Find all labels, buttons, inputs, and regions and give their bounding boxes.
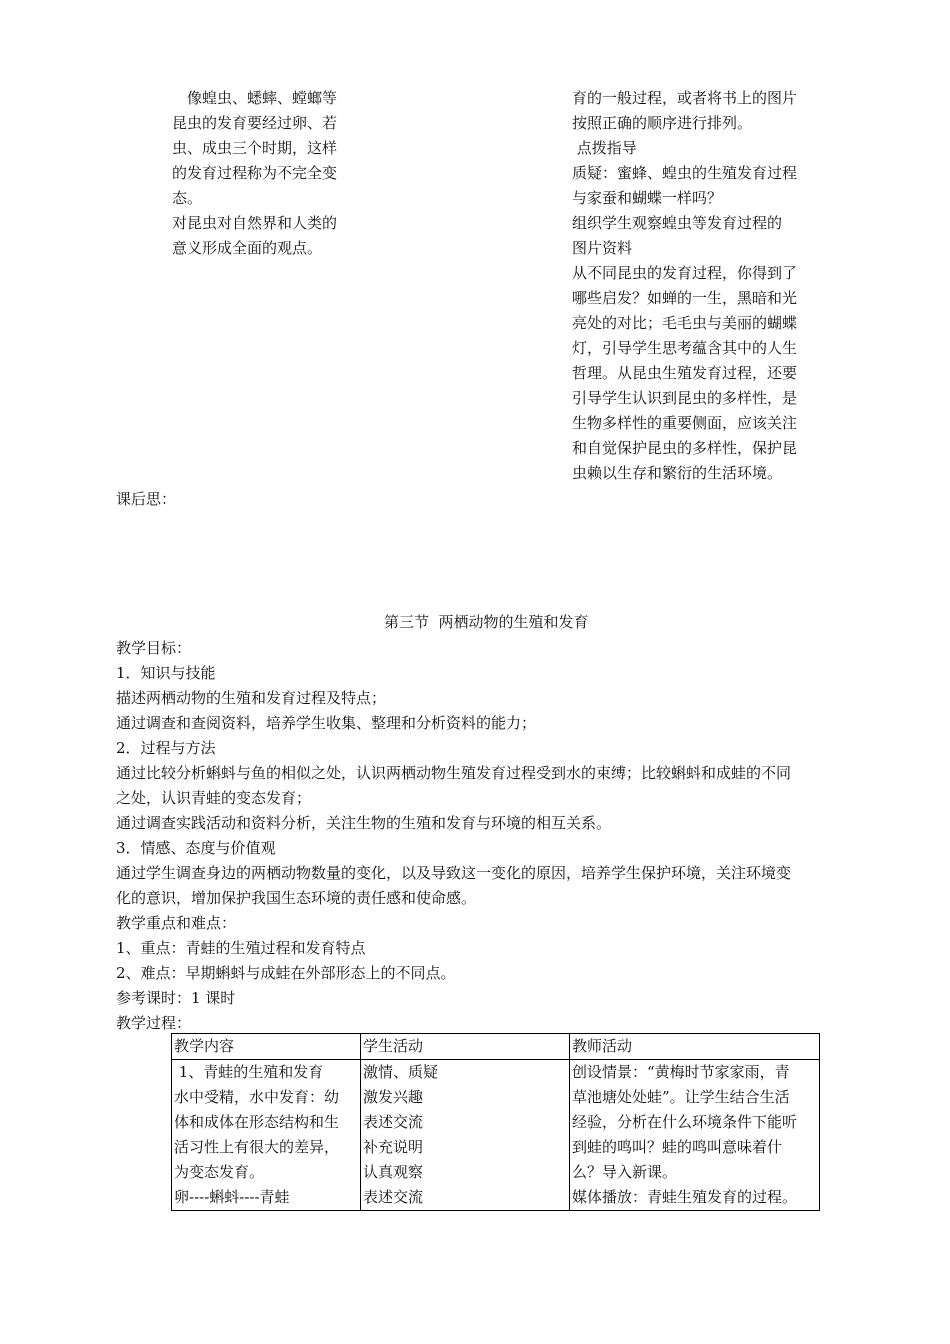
body-line-5: 2．过程与方法: [116, 739, 216, 757]
right-line-5: 与家蚕和蝴蝶一样吗？: [572, 189, 723, 207]
body-line-3: 描述两栖动物的生殖和发育过程及特点；: [116, 689, 387, 707]
body-line-15: 参考课时：1 课时: [116, 989, 236, 1007]
body-line-6: 通过比较分析蝌蚪与鱼的相似之处，认识两栖动物生殖发育过程受到水的束缚；比较蝌蚪和成蛙的不同: [116, 764, 792, 782]
cell-student: [361, 1060, 570, 1211]
cell-line: 体和成体在形态结构和生: [174, 1113, 340, 1131]
left-line-6: 对昆虫对自然界和人类的: [172, 214, 338, 232]
cell-line: 活习性上有很大的差异，: [174, 1138, 340, 1156]
right-line-16: 虫赖以生存和繁衍的生活环境。: [572, 464, 783, 482]
right-line-8: 从不同昆虫的发育过程，你得到了: [572, 264, 798, 282]
body-line-7: 之处，认识青蛙的变态发育；: [116, 789, 312, 807]
cell-line: 媒体播放：青蛙生殖发育的过程。: [572, 1188, 798, 1206]
body-line-11: 化的意识，增加保护我国生态环境的责任感和使命感。: [116, 889, 477, 907]
cell-line: 到蛙的鸣叫？蛙的鸣叫意味着什: [572, 1138, 783, 1156]
right-line-3: 点拨指导: [572, 139, 637, 157]
left-line-4: 的发育过程称为不完全变: [172, 164, 338, 182]
left-line-5: 态。: [172, 189, 203, 207]
body-line-4: 通过调查和查阅资料，培养学生收集、整理和分析资料的能力；: [116, 714, 537, 732]
body-line-14: 2、难点：早期蝌蚪与成蛙在外部形态上的不同点。: [116, 964, 456, 982]
cell-line: 激情、质疑: [363, 1063, 439, 1081]
body-line-2: 1．知识与技能: [116, 664, 216, 682]
header-teacher: 教师活动: [570, 1034, 820, 1060]
right-line-10: 亮处的对比；毛毛虫与美丽的蝴蝶: [572, 314, 798, 332]
right-line-2: 按照正确的顺序进行排列。: [572, 114, 753, 132]
body-line-16: 教学过程：: [116, 1014, 192, 1032]
cell-line: 卵----蝌蚪----青蛙: [174, 1188, 290, 1206]
right-line-15: 和自觉保护昆虫的多样性，保护昆: [572, 439, 798, 457]
body-line-9: 3．情感、态度与价值观: [116, 839, 276, 857]
left-line-7: 意义形成全面的观点。: [172, 239, 323, 257]
right-line-7: 图片资料: [572, 239, 633, 257]
body-line-10: 通过学生调查身边的两栖动物数量的变化，以及导致这一变化的原因，培养学生保护环境，关注环境变: [116, 864, 792, 882]
table-row: [172, 1060, 820, 1211]
left-line-1: 像蝗虫、蟋蟀、螳螂等: [187, 89, 338, 107]
right-line-9: 哪些启发？如蝉的一生，黑暗和光: [572, 289, 798, 307]
section-title: 第三节 两栖动物的生殖和发育: [384, 613, 589, 631]
table-header-row: [172, 1034, 820, 1060]
lesson-body: [116, 636, 886, 1036]
header-student: 学生活动: [361, 1034, 570, 1060]
body-line-1: 教学目标：: [116, 639, 192, 657]
cell-teacher: [570, 1060, 820, 1211]
body-line-8: 通过调查实践活动和资料分析，关注生物的生殖和发育与环境的相互关系。: [116, 814, 612, 832]
left-line-3: 虫、成虫三个时期，这样: [172, 139, 338, 157]
after-class-label: 课后思：: [116, 490, 177, 508]
cell-line: 1、青蛙的生殖和发育: [174, 1063, 324, 1081]
cell-line: 补充说明: [363, 1138, 424, 1156]
right-line-13: 引导学生认识到昆虫的多样性，是: [572, 389, 798, 407]
body-line-12: 教学重点和难点：: [116, 914, 237, 932]
cell-line: 认真观察: [363, 1163, 424, 1181]
cell-line: 表述交流: [363, 1188, 424, 1206]
left-line-2: 昆虫的发育要经过卵、若: [172, 114, 338, 132]
right-column: [572, 86, 832, 486]
body-line-13: 1、重点：青蛙的生殖过程和发育特点: [116, 939, 366, 957]
lesson-table: [171, 1033, 820, 1211]
cell-line: 创设情景：“黄梅时节家家雨，青: [572, 1063, 790, 1081]
right-line-11: 灯，引导学生思考蕴含其中的人生: [572, 339, 798, 357]
header-content: 教学内容: [172, 1034, 361, 1060]
left-column: [172, 86, 372, 261]
right-line-14: 生物多样性的重要侧面，应该关注: [572, 414, 798, 432]
right-line-4: 质疑：蜜蜂、蝗虫的生殖发育过程: [572, 164, 798, 182]
cell-line: 激发兴趣: [363, 1088, 424, 1106]
cell-line: 草池塘处处蛙”。让学生结合生活: [572, 1088, 790, 1106]
cell-line: 表述交流: [363, 1113, 424, 1131]
cell-line: 么？导入新课。: [572, 1163, 678, 1181]
right-line-12: 哲理。从昆虫生殖发育过程，还要: [572, 364, 798, 382]
cell-line: 水中受精，水中发育：幼: [174, 1088, 340, 1106]
right-line-6: 组织学生观察蝗虫等发育过程的: [572, 214, 783, 232]
right-line-1: 育的一般过程，或者将书上的图片: [572, 89, 798, 107]
cell-content: [172, 1060, 361, 1211]
cell-line: 为变态发育。: [174, 1163, 265, 1181]
cell-line: 经验，分析在什么环境条件下能听: [572, 1113, 798, 1131]
